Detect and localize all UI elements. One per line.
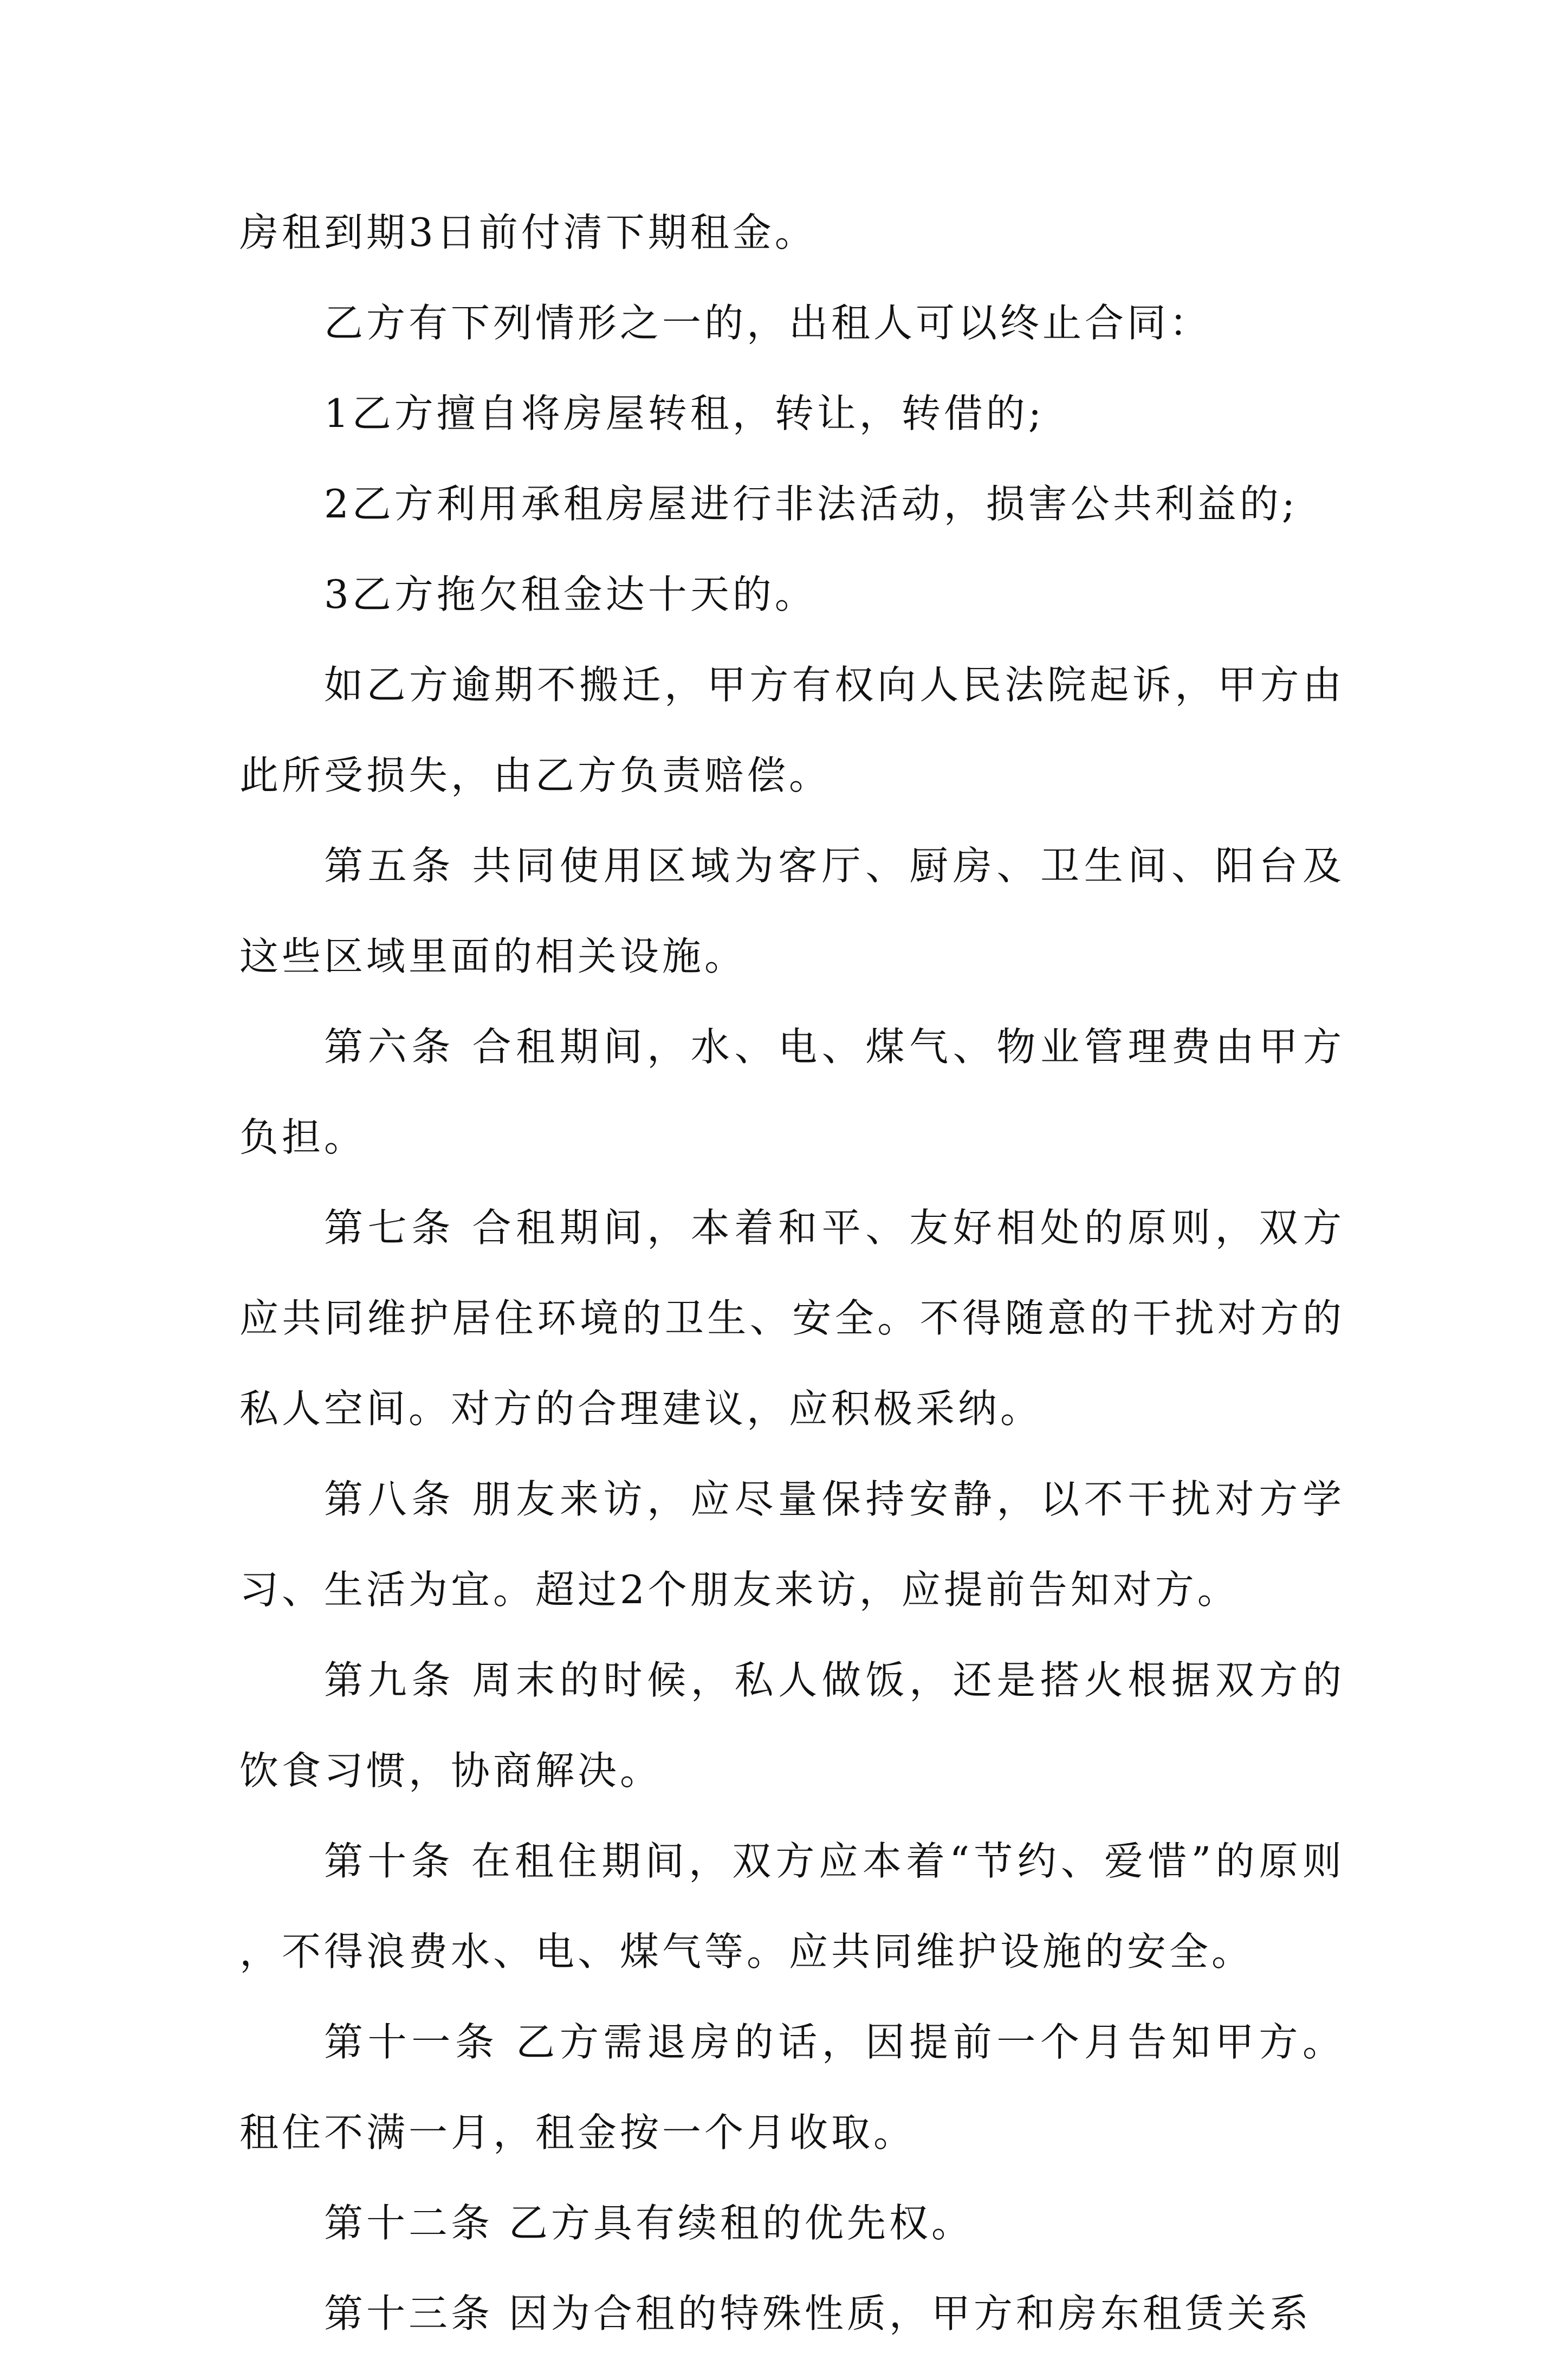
- paragraph-article-9: 第九条 周末的时候，私人做饭，还是搭火根据双方的饮食习惯，协商解决。: [239, 1657, 1345, 1793]
- paragraph-article-8: 第八条 朋友来访，应尽量保持安静，以不干扰对方学习、生活为宜。超过2个朋友来访，应提前告知对方。: [239, 1476, 1345, 1612]
- paragraph-termination-item-1: 1乙方擅自将房屋转租，转让，转借的;: [324, 391, 1045, 436]
- paragraph-rent-due: 房租到期3日前付清下期租金。: [239, 210, 817, 255]
- paragraph-article-5: 第五条 共同使用区域为客厅、厨房、卫生间、阳台及这些区域里面的相关设施。: [239, 843, 1345, 979]
- paragraph-article-12: 第十二条 乙方具有续租的优先权。: [324, 2200, 974, 2246]
- paragraph-overdue-relocation: 如乙方逾期不搬迁，甲方有权向人民法院起诉，甲方由此所受损失，由乙方负责赔偿。: [239, 662, 1345, 798]
- document-body: [239, 187, 1345, 2359]
- paragraph-article-7: 第七条 合租期间，本着和平、友好相处的原则，双方应共同维护居住环境的卫生、安全。不得随意的干扰对方的私人空间。对方的合理建议，应积极采纳。: [239, 1205, 1345, 1431]
- paragraph-termination-intro: 乙方有下列情形之一的，出租人可以终止合同：: [324, 300, 1212, 346]
- paragraph-article-13: 第十三条 因为合租的特殊性质，甲方和房东租赁关系: [324, 2291, 1312, 2336]
- paragraph-article-11: 第十一条 乙方需退房的话，因提前一个月告知甲方。租住不满一月，租金按一个月收取。: [239, 2019, 1345, 2155]
- paragraph-article-6: 第六条 合租期间，水、电、煤气、物业管理费由甲方负担。: [239, 1024, 1345, 1160]
- paragraph-termination-item-3: 3乙方拖欠租金达十天的。: [324, 572, 817, 617]
- paragraph-termination-item-2: 2乙方利用承租房屋进行非法活动，损害公共利益的;: [324, 481, 1299, 527]
- paragraph-article-10: 第十条 在租住期间，双方应本着“节约、爱惜”的原则，不得浪费水、电、煤气等。应共同维护设施的安全。: [239, 1838, 1345, 1974]
